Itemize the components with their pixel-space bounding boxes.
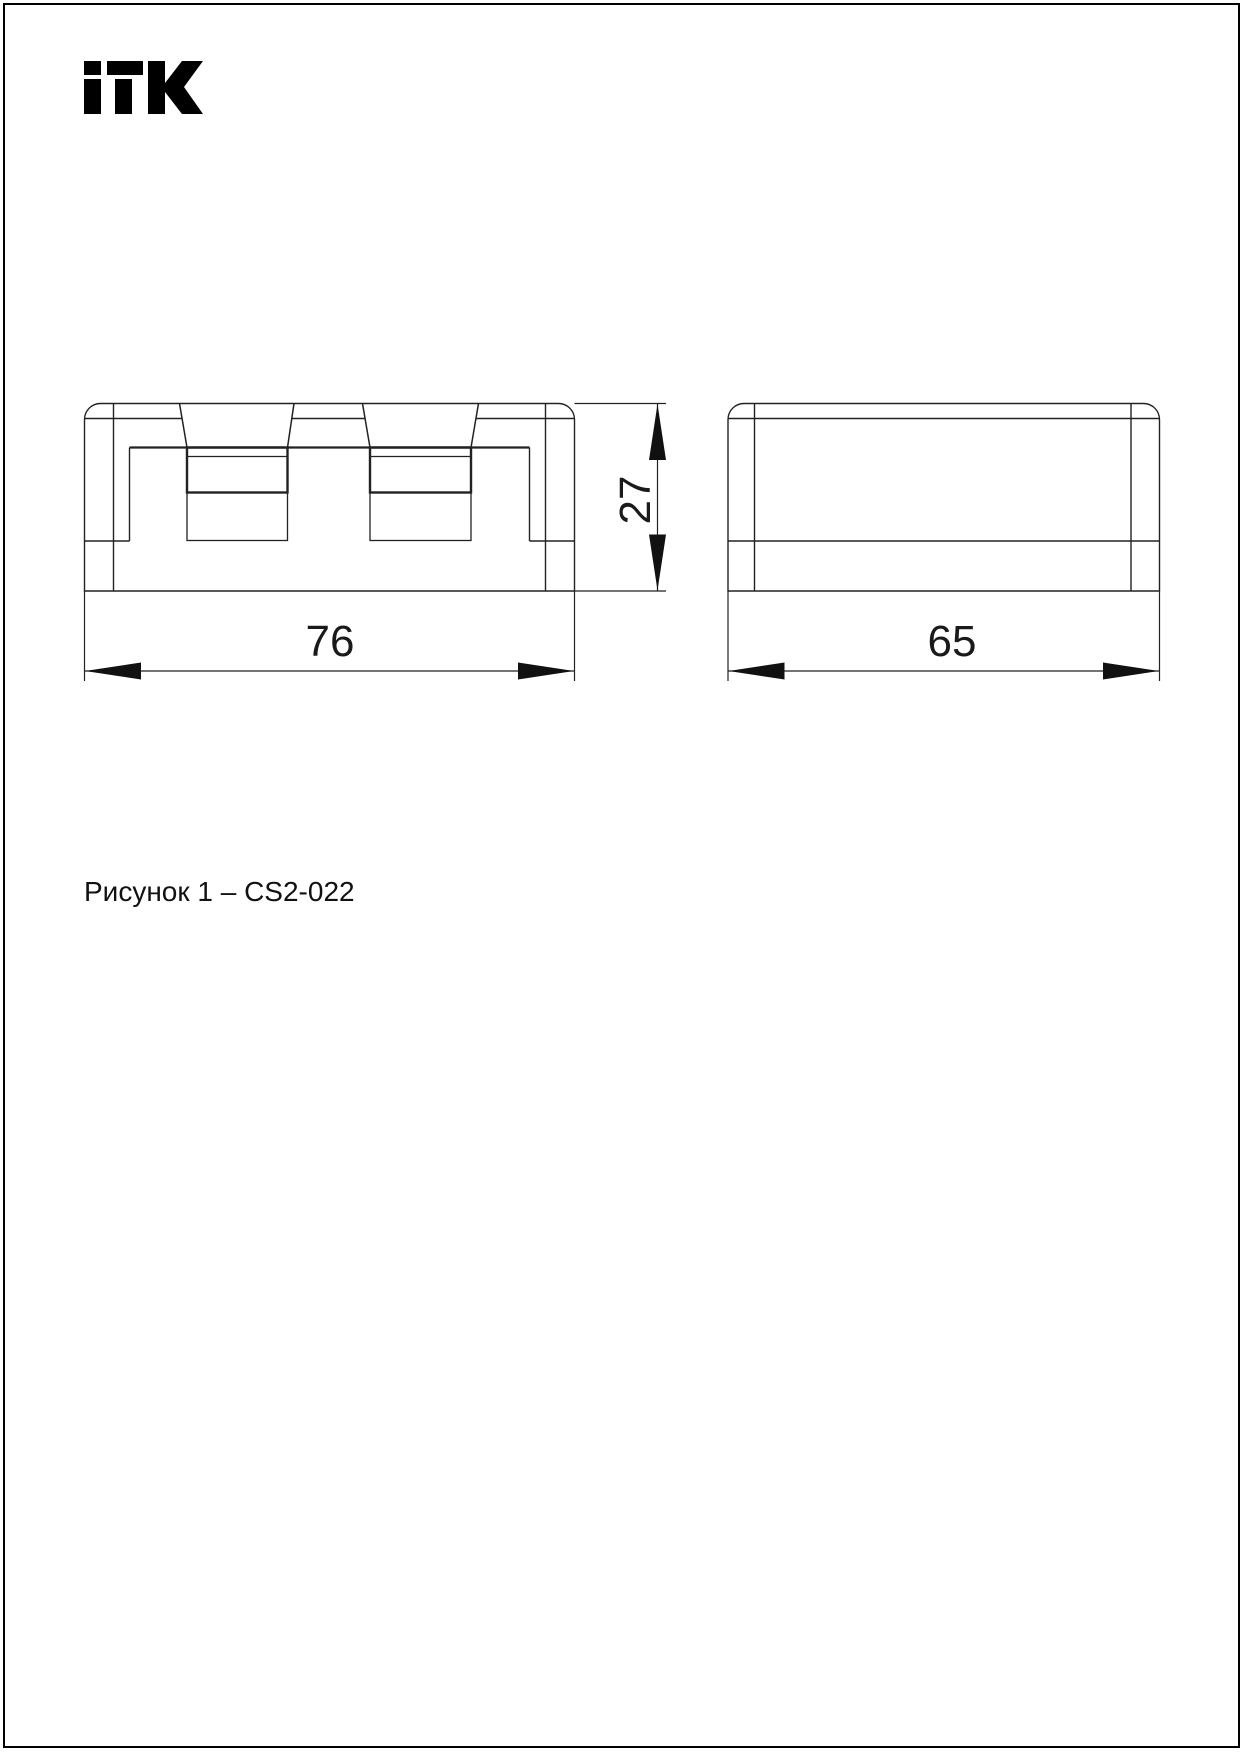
side-view-outline — [728, 404, 1160, 592]
arrowhead-right — [518, 663, 574, 680]
height-value: 27 — [611, 475, 660, 525]
arrowhead-bottom — [649, 535, 666, 591]
keystone-jack-right — [370, 448, 471, 541]
keystone-opening-right — [363, 404, 479, 448]
arrowhead-right — [1103, 663, 1159, 680]
keystone-opening-left — [180, 404, 295, 448]
keystone-jack-left — [187, 448, 288, 541]
dimension-height — [575, 404, 667, 592]
side-view — [728, 404, 1160, 592]
front-width-value: 76 — [305, 617, 355, 666]
front-view-outline — [85, 404, 575, 592]
arrowhead-left — [85, 663, 141, 680]
dimension-side-width — [728, 591, 1160, 681]
arrowhead-top — [649, 404, 666, 460]
arrowhead-left — [729, 663, 785, 680]
front-view — [85, 404, 575, 592]
side-width-value: 65 — [927, 617, 977, 666]
figure-caption: Рисунок 1 – CS2-022 — [84, 876, 355, 907]
dimension-front-width — [85, 591, 575, 681]
